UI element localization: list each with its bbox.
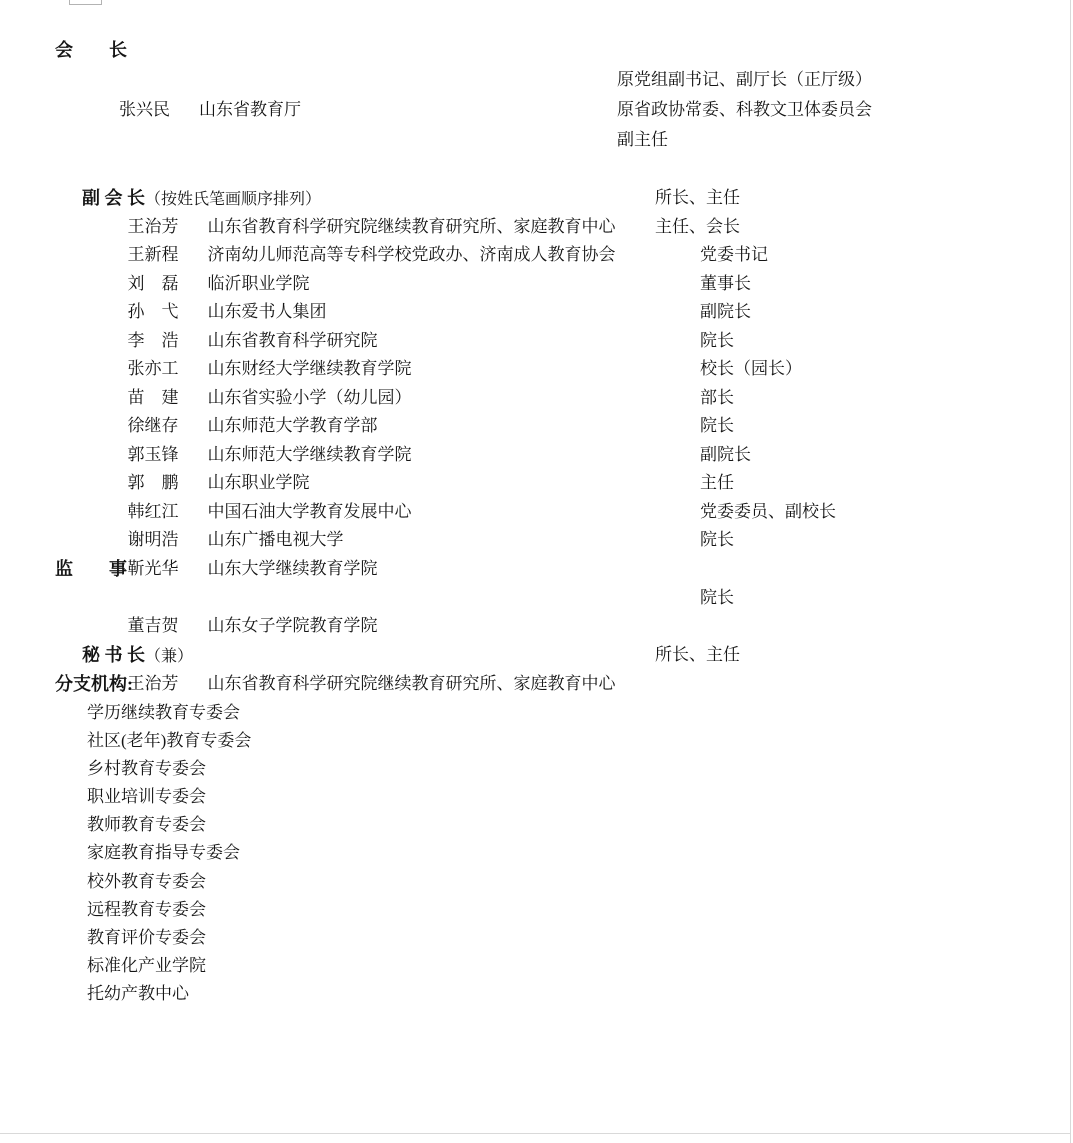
member-organization: 山东师范大学教育学部 bbox=[207, 416, 378, 435]
member-position: 党委委员、副校长 bbox=[700, 501, 836, 521]
branch-item: 标准化产业学院 bbox=[87, 956, 206, 976]
member-position: 所长、主任 bbox=[655, 188, 740, 207]
section-heading-branches: 分支机构: bbox=[55, 673, 133, 694]
section-heading-supervisor: 监 事 bbox=[55, 558, 127, 579]
member-name: 张亦工 bbox=[127, 359, 179, 378]
member-position: 所长、主任 bbox=[655, 645, 740, 664]
member-name: 郭玉锋 bbox=[127, 444, 179, 464]
member-organization: 山东女子学院教育学院 bbox=[207, 616, 378, 635]
table-cell-remnant bbox=[69, 0, 102, 5]
member-organization: 济南幼儿师范高等专科学校党政办、济南成人教育协会 bbox=[207, 245, 616, 264]
member-organization: 山东职业学院 bbox=[207, 473, 310, 492]
member-name: 靳光华 bbox=[127, 558, 179, 578]
member-name: 王治芳 bbox=[127, 673, 179, 693]
member-row bbox=[55, 298, 1060, 350]
member-organization: 山东大学继续教育学院 bbox=[207, 558, 378, 578]
member-name: 郭 鹏 bbox=[127, 473, 179, 492]
president-role-line: 原省政协常委、科教文卫体委员会 bbox=[617, 100, 872, 119]
member-organization: 山东爱书人集团 bbox=[207, 302, 327, 321]
member-position: 主任、会长 bbox=[655, 216, 740, 236]
president-role-line: 副主任 bbox=[617, 130, 668, 149]
member-organization: 山东广播电视大学 bbox=[207, 530, 344, 549]
section-heading-president: 会 长 bbox=[55, 40, 127, 60]
member-position: 院长 bbox=[700, 587, 734, 607]
member-position: 部长 bbox=[700, 387, 734, 407]
branch-item: 托幼产教中心 bbox=[87, 984, 189, 1004]
branch-item: 远程教育专委会 bbox=[87, 899, 206, 919]
member-position: 院长 bbox=[700, 530, 734, 549]
branch-item: 乡村教育专委会 bbox=[87, 758, 206, 778]
member-position: 党委书记 bbox=[700, 245, 768, 264]
supervisor-list bbox=[55, 584, 1060, 635]
member-organization: 山东省教育科学研究院 bbox=[207, 330, 378, 350]
president-roles bbox=[617, 65, 872, 155]
member-row bbox=[55, 584, 1060, 635]
president-role-line: 原党组副书记、副厅长（正厅级） bbox=[617, 70, 872, 89]
president-name-org bbox=[85, 65, 301, 155]
branch-item: 校外教育专委会 bbox=[87, 871, 206, 891]
member-position: 院长 bbox=[700, 416, 734, 435]
secretary-general-heading-text: 秘 书 长 bbox=[82, 645, 145, 665]
member-position: 副院长 bbox=[700, 302, 751, 321]
member-position: 校长（园长） bbox=[700, 359, 802, 378]
branch-item: 职业培训专委会 bbox=[87, 787, 206, 807]
member-name: 李 浩 bbox=[127, 330, 179, 350]
branch-item: 教师教育专委会 bbox=[87, 815, 206, 835]
member-name: 苗 建 bbox=[127, 387, 179, 407]
member-name: 王新程 bbox=[127, 245, 179, 264]
member-name: 王治芳 bbox=[127, 216, 179, 236]
member-organization: 临沂职业学院 bbox=[207, 273, 310, 293]
president-entry bbox=[55, 65, 1060, 155]
document-content bbox=[55, 36, 1060, 1009]
member-name: 谢明浩 bbox=[127, 530, 179, 549]
member-name: 韩红江 bbox=[127, 501, 179, 521]
secretary-general-heading-note: （兼） bbox=[145, 648, 194, 665]
page-edge-bottom bbox=[0, 1133, 1071, 1134]
member-organization: 山东师范大学继续教育学院 bbox=[207, 444, 412, 464]
member-name: 刘 磊 bbox=[127, 273, 179, 293]
vice-presidents-heading-text: 副 会 长 bbox=[82, 188, 145, 208]
member-organization: 中国石油大学教育发展中心 bbox=[207, 501, 412, 521]
president-organization: 山东省教育厅 bbox=[199, 100, 301, 119]
member-name: 孙 弋 bbox=[127, 302, 179, 321]
member-organization: 山东省教育科学研究院继续教育研究所、家庭教育中心 bbox=[207, 216, 616, 236]
member-organization: 山东省教育科学研究院继续教育研究所、家庭教育中心 bbox=[207, 673, 616, 693]
branch-item: 学历继续教育专委会 bbox=[87, 702, 240, 722]
branch-item: 教育评价专委会 bbox=[87, 928, 206, 947]
member-position: 主任 bbox=[700, 473, 734, 492]
branch-list bbox=[55, 699, 1060, 1009]
member-organization: 山东财经大学继续教育学院 bbox=[207, 359, 412, 378]
vice-presidents-heading-note: （按姓氏笔画顺序排列） bbox=[145, 191, 322, 208]
president-name: 张兴民 bbox=[119, 100, 170, 119]
branch-item: 家庭教育指导专委会 bbox=[87, 843, 240, 863]
page-edge-right bbox=[1070, 0, 1071, 1143]
branch-item: 社区(老年)教育专委会 bbox=[87, 730, 252, 750]
member-position: 董事长 bbox=[700, 273, 751, 293]
member-name: 董吉贺 bbox=[127, 616, 179, 635]
member-position: 院长 bbox=[700, 330, 734, 350]
member-organization: 山东省实验小学（幼儿园） bbox=[207, 387, 412, 407]
member-position: 副院长 bbox=[700, 444, 751, 464]
member-name: 徐继存 bbox=[127, 416, 179, 435]
